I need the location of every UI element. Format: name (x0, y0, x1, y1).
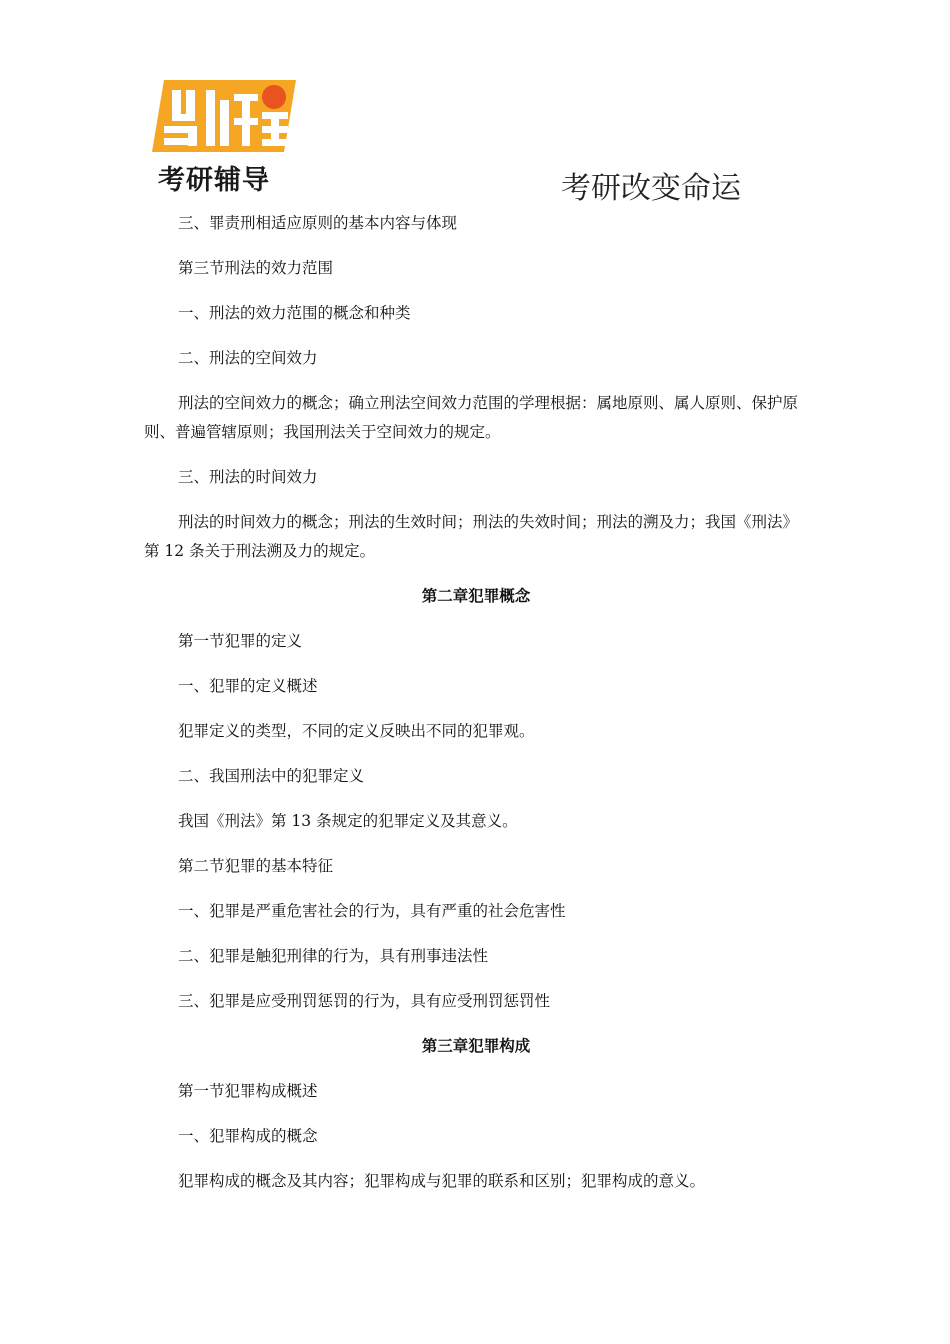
brand-logo (150, 72, 300, 197)
paragraph: 三、刑法的时间效力 (178, 468, 318, 486)
logo-subtitle: 考研辅导 (158, 165, 270, 196)
paragraph: 一、犯罪的定义概述 (178, 677, 318, 695)
paragraph: 犯罪构成的概念及其内容；犯罪构成与犯罪的联系和区别；犯罪构成的意义。 (178, 1172, 706, 1190)
paragraph: 一、刑法的效力范围的概念和种类 (178, 304, 411, 322)
paragraph: 第二节犯罪的基本特征 (178, 857, 334, 875)
document-body (144, 209, 808, 1212)
paragraph: 第三节刑法的效力范围 (178, 259, 334, 277)
paragraph: 一、犯罪构成的概念 (178, 1127, 318, 1145)
paragraph: 刑法的空间效力的概念；确立刑法空间效力范围的学理根据：属地原则、属人原则、保护原则、普遍管辖原则；我国刑法关于空间效力的规定。 (144, 394, 799, 441)
paragraph: 第一节犯罪构成概述 (178, 1082, 318, 1100)
kaicheng-logo-icon (150, 72, 300, 158)
paragraph: 我国《刑法》第 13 条规定的犯罪定义及其意义。 (178, 812, 518, 830)
paragraph: 三、罪责刑相适应原则的基本内容与体现 (178, 214, 458, 232)
paragraph: 第一节犯罪的定义 (178, 632, 303, 650)
paragraph: 二、刑法的空间效力 (178, 349, 318, 367)
paragraph: 刑法的时间效力的概念；刑法的生效时间；刑法的失效时间；刑法的溯及力；我国《刑法》第 12 条关于刑法溯及力的规定。 (144, 513, 799, 560)
slogan: 考研改变命运 (561, 171, 741, 206)
paragraph: 犯罪定义的类型，不同的定义反映出不同的犯罪观。 (178, 722, 535, 740)
paragraph: 一、犯罪是严重危害社会的行为，具有严重的社会危害性 (178, 902, 566, 920)
chapter-heading: 第二章犯罪概念 (421, 587, 531, 605)
paragraph: 三、犯罪是应受刑罚惩罚的行为，具有应受刑罚惩罚性 (178, 992, 551, 1010)
chapter-heading: 第三章犯罪构成 (421, 1037, 531, 1055)
paragraph: 二、犯罪是触犯刑律的行为，具有刑事违法性 (178, 947, 489, 965)
paragraph: 二、我国刑法中的犯罪定义 (178, 767, 365, 785)
